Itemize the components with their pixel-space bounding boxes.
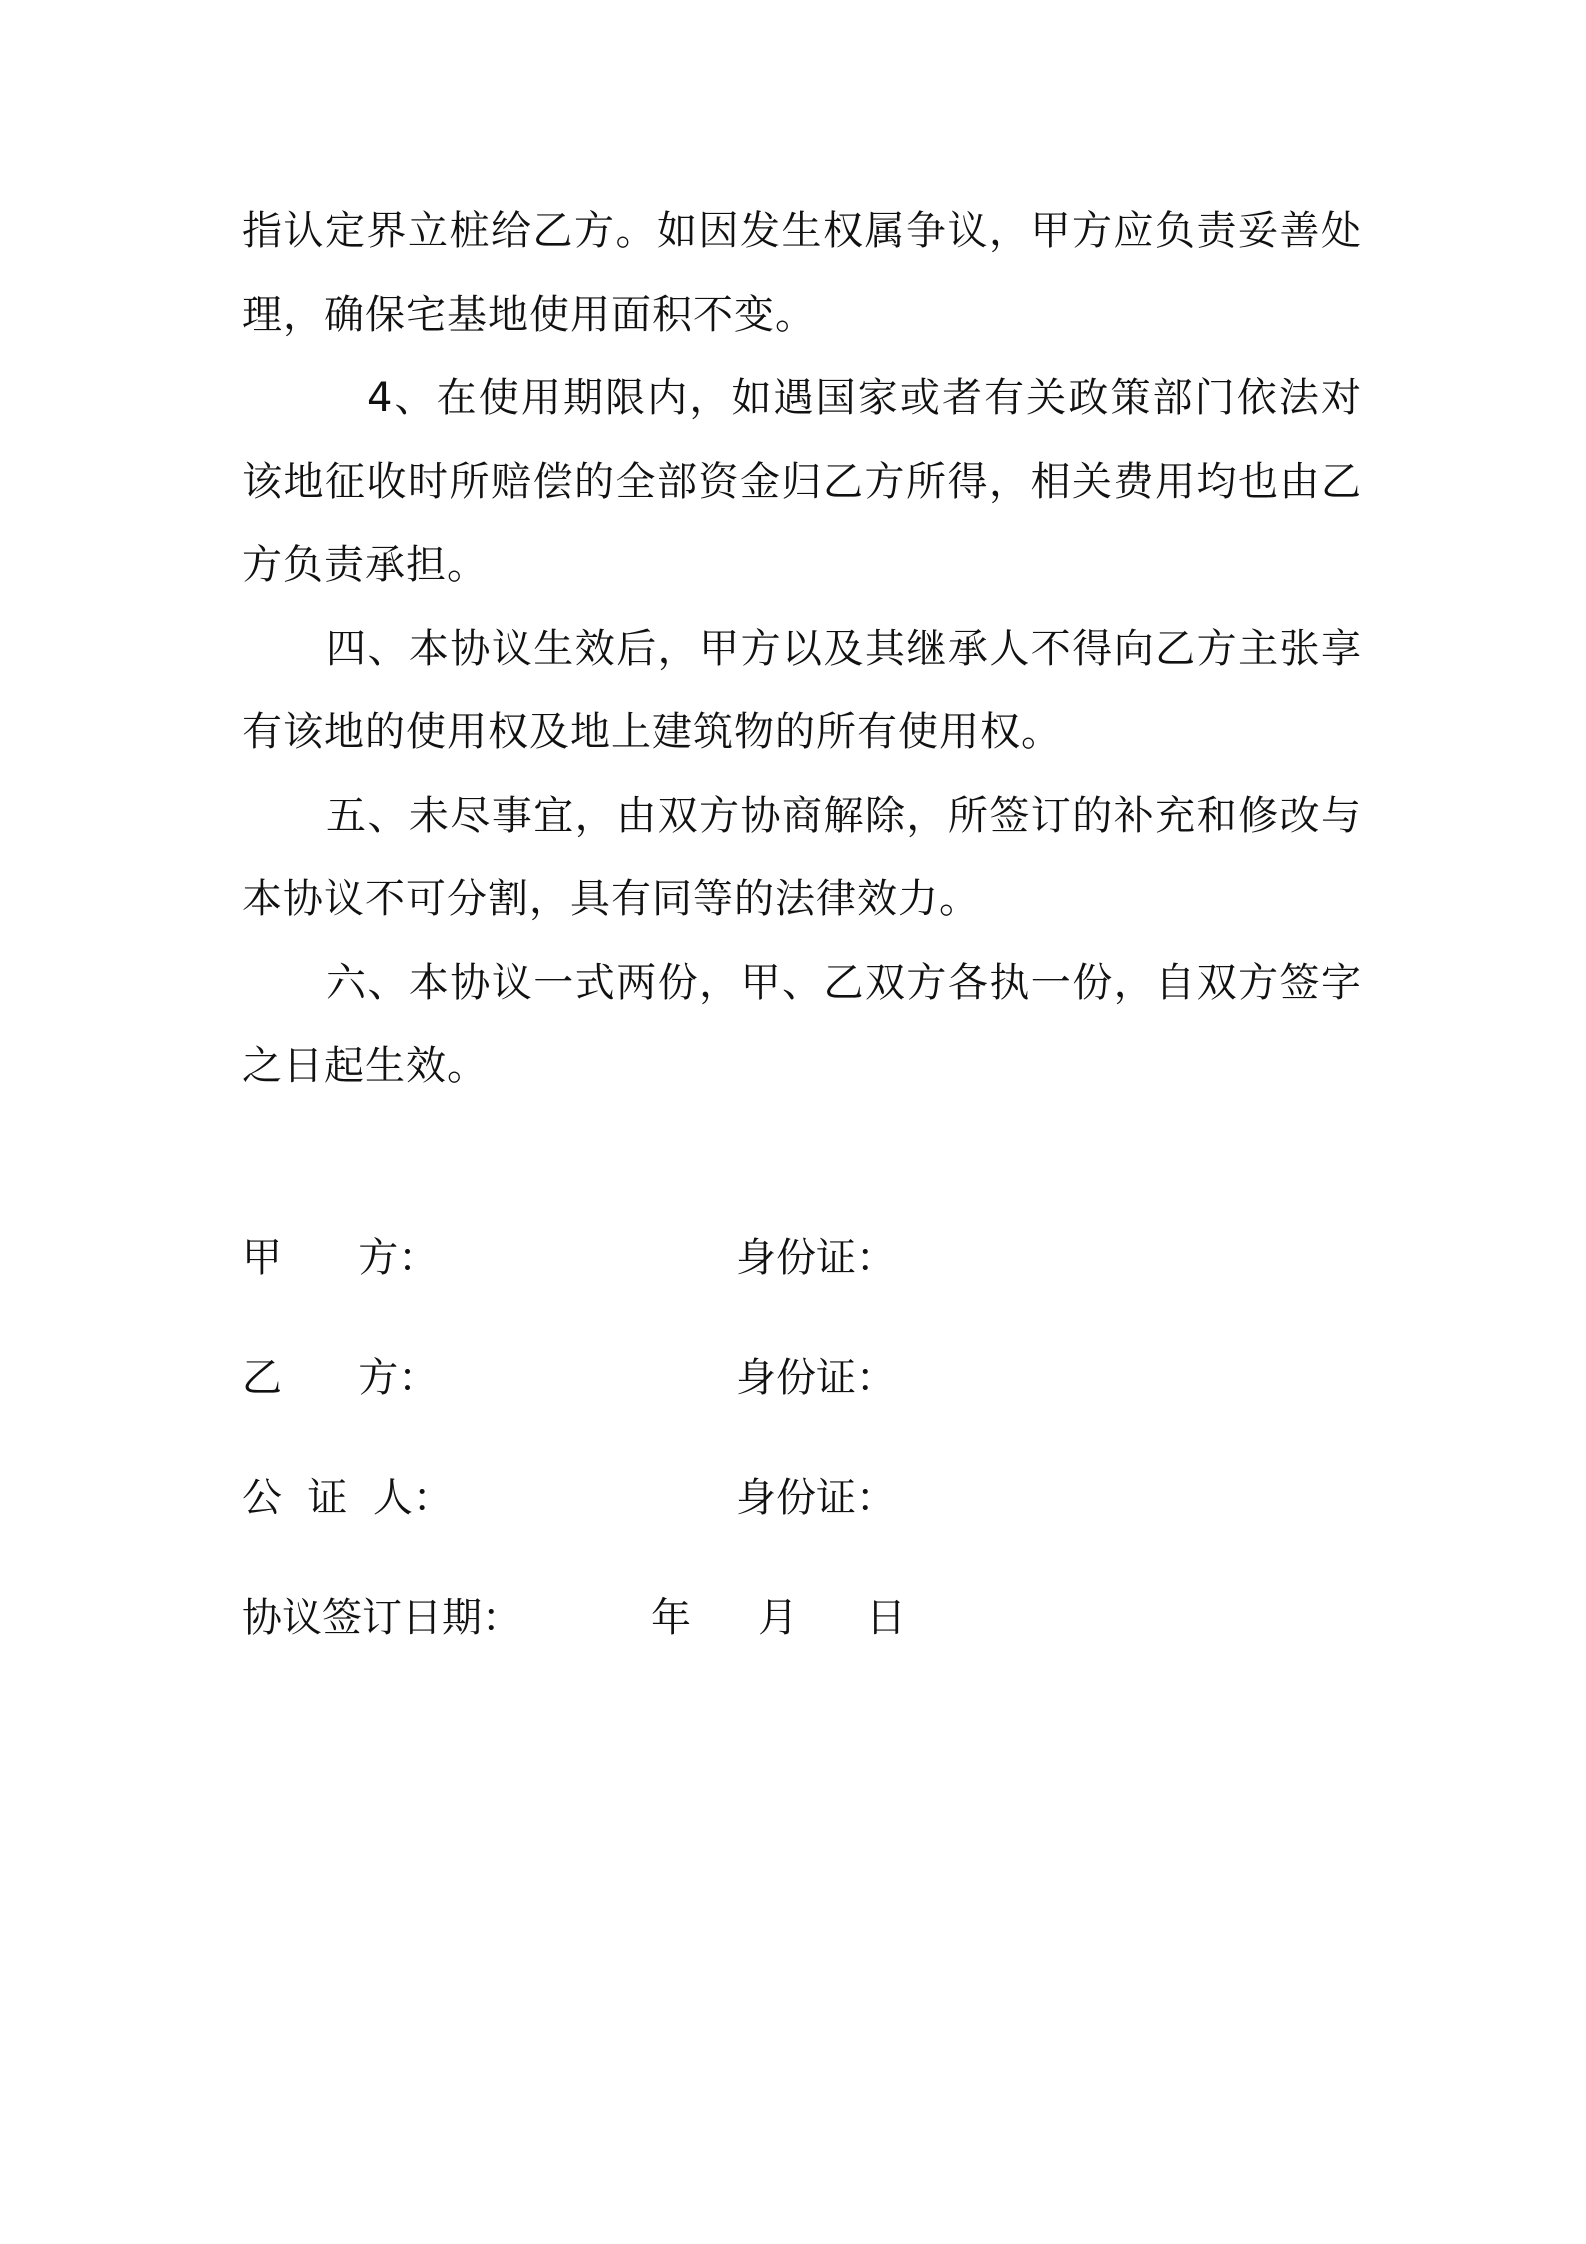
party-b-id-label: 身份证：: [736, 1355, 896, 1401]
clause-5: 五、未尽事宜，由双方协商解除，所签订的补充和修改与本协议不可分割，具有同等的法律效力。: [242, 792, 1362, 922]
date-day-label: 日: [866, 1595, 906, 1641]
party-a-label: 甲 方：: [242, 1235, 439, 1281]
notary-signature-row: [242, 1458, 1362, 1578]
signature-block: [242, 1218, 1362, 1658]
notary-label: 公 证 人：: [242, 1475, 453, 1521]
party-b-signature-row: [242, 1338, 1362, 1458]
date-month-label: 月: [758, 1595, 798, 1641]
signing-date-row: [242, 1578, 1362, 1658]
notary-id-label: 身份证：: [736, 1475, 896, 1521]
clause-4: 四、本协议生效后，甲方以及其继承人不得向乙方主张享有该地的使用权及地上建筑物的所有使用权。: [242, 625, 1362, 755]
signing-date-label: 协议签订日期：: [242, 1595, 522, 1641]
clause-3-item-4: 4、在使用期限内，如遇国家或者有关政策部门依法对该地征收时所赔偿的全部资金归乙方所得，相关费用均也由乙方负责承担。: [242, 375, 1362, 588]
party-a-signature-row: [242, 1218, 1362, 1338]
clause-6: 六、本协议一式两份，甲、乙双方各执一份，自双方签字之日起生效。: [242, 959, 1362, 1089]
party-b-label: 乙 方：: [242, 1355, 439, 1401]
party-a-id-label: 身份证：: [736, 1235, 896, 1281]
clause-3-continuation: 指认定界立桩给乙方。如因发生权属争议，甲方应负责妥善处理，确保宅基地使用面积不变。: [242, 208, 1362, 338]
date-year-label: 年: [651, 1595, 691, 1641]
agreement-body: [242, 190, 1362, 1109]
